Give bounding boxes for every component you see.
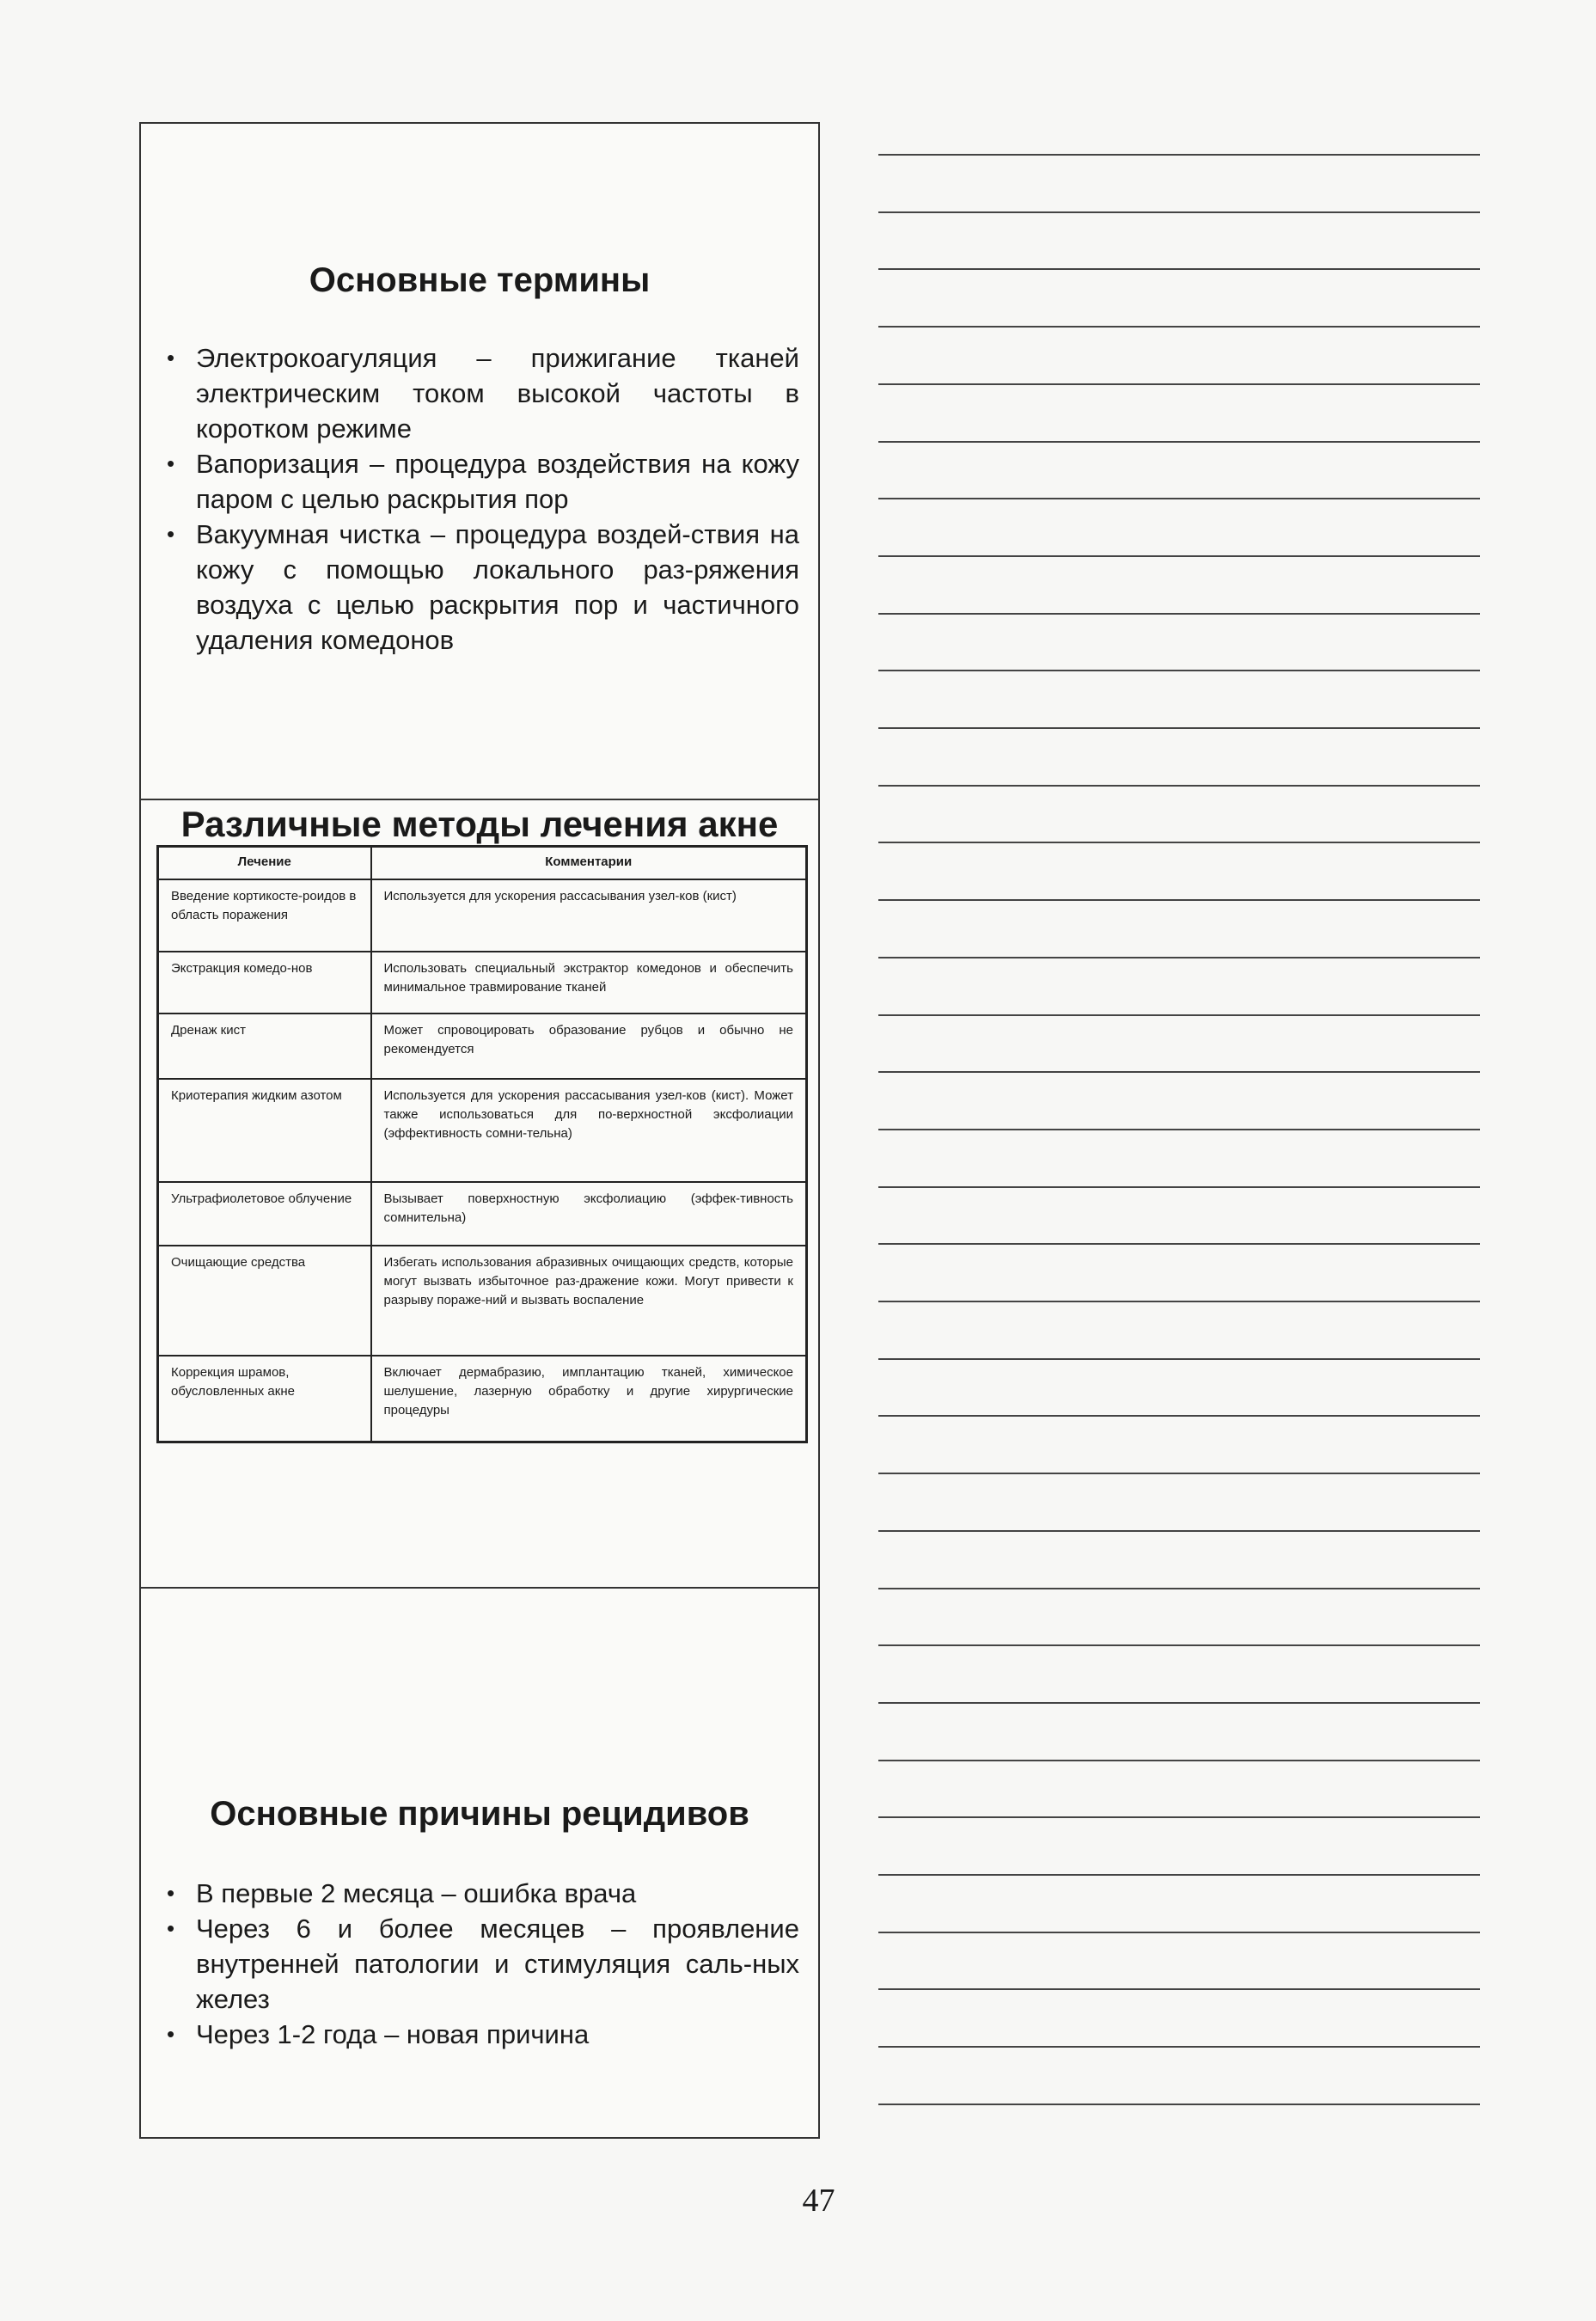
note-line [878,555,1480,557]
note-line [878,1530,1480,1532]
methods-title: Различные методы лечения акне [180,804,779,844]
note-line [878,2104,1480,2105]
table-row [158,1014,807,1079]
note-line [878,268,1480,270]
note-line [878,1473,1480,1474]
note-line [878,1415,1480,1417]
list-item: • Вакуумная чистка – процедура воздей-ствия на кожу с помощью локального раз-ряжения воздуха с целью раскрытия пор и частичного удаления комедонов [165,517,799,658]
note-line [878,1243,1480,1245]
comment-cell: Вызывает поверхностную эксфолиацию (эффек-тивность сомнительна) [371,1182,807,1246]
treatment-cell: Ультрафиолетовое облучение [158,1182,371,1246]
note-line [878,211,1480,213]
note-line [878,1588,1480,1589]
note-line [878,842,1480,843]
note-line [878,899,1480,901]
treatment-cell: Коррекция шрамов, обусловленных акне [158,1356,371,1442]
note-line [878,785,1480,787]
page-number-text: 47 [802,2183,835,2219]
comment-cell: Используется для ускорения рассасывания узел-ков (кист) [371,879,807,952]
comment-cell: Использовать специальный экстрактор комедонов и обеспечить минимальное травмирование тканей [371,952,807,1014]
list-item: • Вапоризация – процедура воздействия на кожу паром с целью раскрытия пор [165,446,799,517]
list-item: • Через 6 и более месяцев – проявление внутренней патологии и стимуляция саль-ных желез [165,1911,799,2017]
content-frame [139,122,820,2139]
treatment-cell: Введение кортикосте-роидов в область поражения [158,879,371,952]
note-line [878,1644,1480,1646]
list-item: • В первые 2 месяца – ошибка врача [165,1876,799,1911]
terms-title: Основные термины [309,261,651,299]
note-line [878,1874,1480,1876]
note-line [878,1988,1480,1990]
column-header-comments: Комментарии [371,847,807,880]
relapse-list [165,1876,799,2052]
table-row [158,952,807,1014]
note-line [878,1129,1480,1130]
note-line [878,1358,1480,1360]
comment-cell: Используется для ускорения рассасывания узел-ков (кист). Может также использоваться для по-верхностной эксфолиации (эффективность сомни-тельна) [371,1079,807,1182]
comment-cell: Может спровоцировать образование рубцов и обычно не рекомендуется [371,1014,807,1079]
list-item: • Электрокоагуляция – прижигание тканей электрическим током высокой частоты в коротком режиме [165,340,799,446]
note-line [878,498,1480,499]
comment-cell: Избегать использования абразивных очищающих средств, которые могут вызвать избыточное раз-дражение кожи. Могут привести к разрыву пораже-ний и вызвать воспаление [371,1246,807,1356]
note-line [878,727,1480,729]
note-line [878,1186,1480,1188]
table-row [158,1246,807,1356]
table-row [158,1356,807,1442]
table-header-row [158,847,807,880]
relapse-title: Основные причины рецидивов [210,1795,749,1833]
table-row [158,1182,807,1246]
treatment-cell: Дренаж кист [158,1014,371,1079]
note-line [878,1301,1480,1302]
column-header-treatment: Лечение [158,847,371,880]
treatment-cell: Очищающие средства [158,1246,371,1356]
terms-list [165,340,799,658]
note-line [878,957,1480,958]
relapse-section [141,1589,818,2137]
note-line [878,326,1480,328]
terms-section [141,124,818,799]
note-line [878,1702,1480,1704]
note-line [878,383,1480,385]
note-line [878,1816,1480,1818]
methods-table [156,845,808,1443]
note-line [878,1014,1480,1016]
note-line [878,670,1480,671]
table-row [158,1079,807,1182]
note-line [878,613,1480,615]
note-line [878,2046,1480,2048]
page-number [0,2182,1596,2220]
methods-section [141,799,818,1589]
comment-cell: Включает дермабразию, имплантацию тканей, химическое шелушение, лазерную обработку и другие хирургические процедуры [371,1356,807,1442]
treatment-cell: Криотерапия жидким азотом [158,1079,371,1182]
note-line [878,1932,1480,1933]
note-line [878,154,1480,156]
table-row [158,879,807,952]
note-line [878,441,1480,443]
list-item: • Через 1-2 года – новая причина [165,2017,799,2052]
notes-lines [878,154,1480,2131]
note-line [878,1071,1480,1073]
note-line [878,1760,1480,1761]
treatment-cell: Экстракция комедо-нов [158,952,371,1014]
